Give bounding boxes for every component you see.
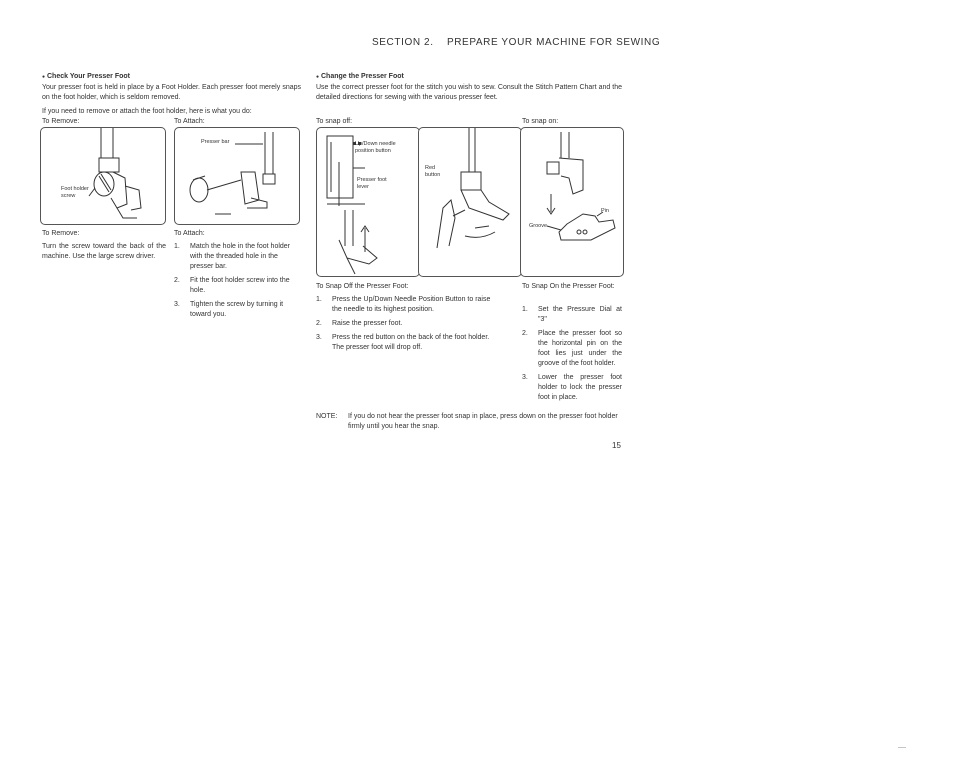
snap-off-steps-list: [316, 295, 502, 357]
step-item: [174, 300, 298, 320]
step-text: Match the hole in the foot holder with the threaded hole in the presser bar.: [190, 243, 291, 270]
check-presser-foot-intro: Your presser foot is held in place by a Foot Holder. Each presser foot merely snaps on the foot holder, which is seldom removed.: [42, 84, 301, 101]
figure-attach-foot-holder: [174, 127, 300, 225]
step-number: 3.: [174, 301, 180, 308]
step-item: [316, 333, 502, 353]
figure-snap-off-red-button: [418, 127, 522, 277]
presser-foot-lever-label: Presser foot lever: [357, 177, 387, 190]
foot-holder-screw-label: Foot holder screw: [61, 186, 89, 199]
figure-snap-off-machine: [316, 127, 420, 277]
step-number: 3.: [522, 374, 528, 381]
step-text: Fit the foot holder screw into the hole.: [190, 277, 290, 294]
check-presser-foot-heading: ● Check Your Presser Foot: [42, 73, 130, 80]
presser-bar-label: Presser bar: [201, 139, 230, 145]
red-button-label: Red button: [425, 165, 441, 178]
to-attach-caption: To Attach:: [174, 118, 205, 125]
step-number: 2.: [316, 320, 322, 327]
to-remove-caption: To Remove:: [42, 118, 80, 125]
section-header: [372, 37, 660, 48]
remove-heading: To Remove:: [42, 230, 80, 237]
step-item: [522, 305, 622, 325]
step-number: 1.: [316, 296, 322, 303]
step-item: [316, 295, 502, 315]
figure-snap-on: [520, 127, 624, 277]
footer-mark: ----: [898, 745, 906, 751]
step-item: [522, 329, 622, 369]
step-item: [174, 276, 298, 296]
step-text: Press the red button on the back of the foot holder. The presser foot will drop off.: [332, 334, 490, 351]
note-label: NOTE:: [316, 413, 338, 420]
to-snap-off-caption: To snap off:: [316, 118, 353, 125]
figure-remove-foot-holder: [40, 127, 166, 225]
attach-illustration: [175, 128, 299, 224]
red-button-illustration: [419, 128, 521, 276]
snap-on-heading: To Snap On the Presser Foot:: [522, 283, 615, 290]
step-number: 1.: [522, 306, 528, 313]
note: [316, 412, 622, 432]
attach-heading: To Attach:: [174, 230, 205, 237]
change-presser-foot-intro: Use the correct presser foot for the stitch you wish to sew. Consult the Stitch Pattern Chart and the detailed directions for sewing with the various presser feet.: [316, 84, 622, 101]
step-item: [316, 319, 502, 329]
step-text: Press the Up/Down Needle Position Button to raise the needle to its highest position.: [332, 296, 491, 313]
snap-on-illustration: [521, 128, 623, 276]
check-presser-foot-intro2: If you need to remove or attach the foot holder, here is what you do:: [42, 108, 252, 115]
to-snap-on-caption: To snap on:: [522, 118, 559, 125]
page-number: 15: [612, 441, 621, 450]
step-number: 2.: [174, 277, 180, 284]
step-number: 2.: [522, 330, 528, 337]
groove-label: Groove: [529, 223, 548, 229]
attach-steps-list: [174, 242, 298, 324]
section-title: PREPARE YOUR MACHINE FOR SEWING: [446, 37, 661, 48]
remove-illustration: [41, 128, 165, 224]
pin-label: Pin: [601, 208, 609, 214]
snap-off-heading: To Snap Off the Presser Foot:: [316, 283, 409, 290]
step-text: Set the Pressure Dial at "3": [538, 306, 622, 323]
up-down-needle-label: Up/Down needle position button: [355, 141, 396, 154]
step-text: Tighten the screw by turning it toward you.: [190, 301, 284, 318]
step-text: Lower the presser foot holder to lock the presser foot in place.: [538, 374, 622, 401]
remove-text: Turn the screw toward the back of the machine. Use the large screw driver.: [42, 243, 166, 260]
step-item: [522, 373, 622, 403]
snap-on-steps-list: [522, 305, 622, 407]
step-text: Place the presser foot so the horizontal pin on the foot lies just under the groove of the foot holder.: [538, 330, 622, 367]
step-number: 3.: [316, 334, 322, 341]
step-text: Raise the presser foot.: [332, 320, 403, 327]
section-number: SECTION 2.: [372, 37, 434, 48]
step-number: 1.: [174, 243, 180, 250]
change-presser-foot-heading: ● Change the Presser Foot: [316, 73, 404, 80]
step-item: [174, 242, 298, 272]
note-text: If you do not hear the presser foot snap in place, press down on the presser foot holder firmly until you hear the snap.: [348, 413, 618, 430]
